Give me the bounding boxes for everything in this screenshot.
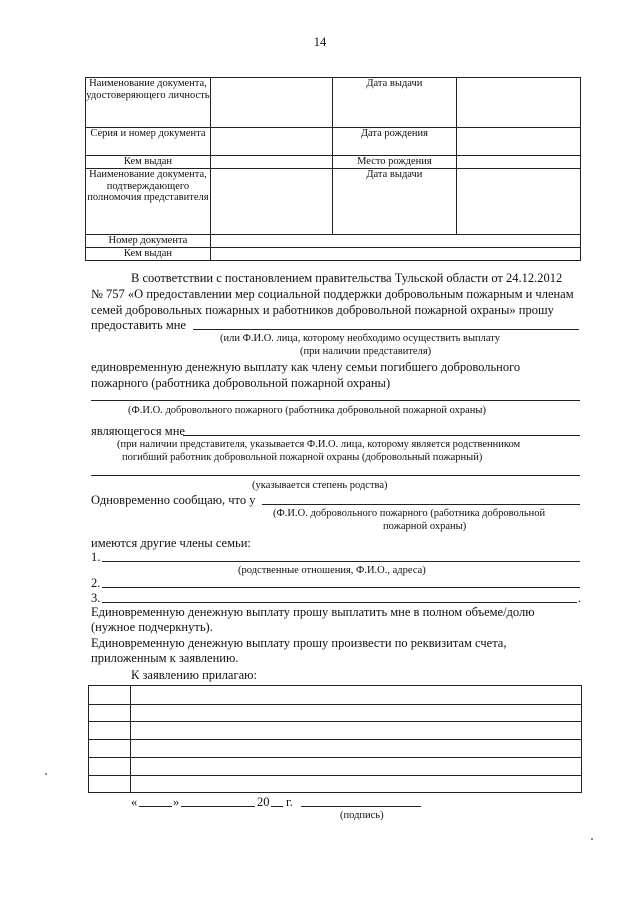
hint-p4-1: (Ф.И.О. добровольного пожарного (работника добровольной bbox=[273, 508, 546, 519]
signature-caption: (подпись) bbox=[340, 810, 384, 821]
attachment-name-cell[interactable] bbox=[130, 686, 581, 705]
attachment-number-cell[interactable] bbox=[89, 758, 131, 776]
label-series-number: Серия и номер документа bbox=[86, 128, 211, 156]
attachment-name-cell[interactable] bbox=[130, 758, 581, 776]
firefighter-fio-line[interactable] bbox=[91, 400, 580, 401]
p6-line2: (нужное подчеркнуть). bbox=[91, 620, 213, 634]
other-family-fio-line[interactable] bbox=[262, 504, 580, 505]
attachments-table bbox=[88, 685, 582, 793]
date-year-suffix: г. bbox=[286, 795, 293, 809]
attachment-number-cell[interactable] bbox=[89, 686, 131, 705]
value-series-number[interactable] bbox=[210, 128, 332, 156]
item1-number: 1. bbox=[91, 550, 101, 564]
value-birth-date[interactable] bbox=[457, 128, 581, 156]
p5: имеются другие члены семьи: bbox=[91, 536, 251, 550]
date-year-prefix: 20 bbox=[257, 795, 270, 809]
p3: являющегося мне bbox=[91, 424, 185, 438]
item3-number: 3. bbox=[91, 591, 101, 605]
value-issued-by[interactable] bbox=[210, 156, 332, 169]
item3-line[interactable] bbox=[102, 602, 577, 603]
p1-line3: семей добровольных пожарных и работников добровольной пожарной охраны» прошу bbox=[91, 303, 554, 317]
relation-line[interactable] bbox=[183, 435, 580, 436]
degree-line[interactable] bbox=[91, 475, 580, 476]
p4: Одновременно сообщаю, что у bbox=[91, 493, 256, 507]
hint-rel-1: (при наличии представителя, указывается Ф.И.О. лица, которому является родственником bbox=[117, 439, 521, 450]
label-rep-issue-date: Дата выдачи bbox=[332, 169, 457, 235]
date-quote-open: « bbox=[131, 795, 138, 809]
scan-speck bbox=[45, 773, 47, 775]
item2-number: 2. bbox=[91, 576, 101, 590]
hint-fio-1: (или Ф.И.О. лица, которому необходимо осуществить выплату bbox=[220, 333, 500, 344]
p6-line1: Единовременную денежную выплату прошу выплатить мне в полном объеме/долю bbox=[91, 605, 535, 619]
p2-line2: пожарного (работника добровольной пожарной охраны) bbox=[91, 376, 391, 390]
label-rep-doc: Наименование документа, подтверждающего полномочия представителя bbox=[86, 169, 211, 235]
date-month-line[interactable] bbox=[181, 806, 255, 807]
attachment-number-cell[interactable] bbox=[89, 722, 131, 740]
value-rep-issued-by[interactable] bbox=[210, 248, 580, 261]
item1-line[interactable] bbox=[102, 561, 580, 562]
attachment-name-cell[interactable] bbox=[130, 722, 581, 740]
hint-fio-pozh: (Ф.И.О. добровольного пожарного (работника добровольной пожарной охраны) bbox=[128, 405, 486, 416]
attachment-name-cell[interactable] bbox=[130, 740, 581, 758]
hint-rel-2: погибший работник добровольной пожарной охраны (добровольный пожарный) bbox=[122, 452, 483, 463]
value-doc-number[interactable] bbox=[210, 235, 580, 248]
attachment-number-cell[interactable] bbox=[89, 740, 131, 758]
attachment-name-cell[interactable] bbox=[130, 776, 581, 793]
value-id-doc[interactable] bbox=[210, 78, 332, 128]
value-birth-place[interactable] bbox=[457, 156, 581, 169]
hint-item: (родственные отношения, Ф.И.О., адреса) bbox=[238, 565, 426, 576]
p2-line1: единовременную денежную выплату как члену семьи погибшего добровольного bbox=[91, 360, 521, 374]
label-birth-date: Дата рождения bbox=[332, 128, 457, 156]
signature-line[interactable] bbox=[301, 806, 421, 807]
label-issued-by: Кем выдан bbox=[86, 156, 211, 169]
attachment-number-cell[interactable] bbox=[89, 776, 131, 793]
label-doc-number: Номер документа bbox=[86, 235, 211, 248]
applicant-fio-line[interactable] bbox=[193, 329, 579, 330]
p7-line1: Единовременную денежную выплату прошу произвести по реквизитам счета, bbox=[91, 636, 507, 650]
p1-line1: В соответствии с постановлением правительства Тульской области от 24.12.2012 bbox=[131, 271, 563, 285]
date-quote-close: » bbox=[173, 795, 180, 809]
value-issue-date[interactable] bbox=[457, 78, 581, 128]
p8: К заявлению прилагаю: bbox=[131, 668, 257, 682]
hint-degree: (указывается степень родства) bbox=[252, 480, 388, 491]
label-issue-date: Дата выдачи bbox=[332, 78, 457, 128]
p1-line4: предоставить мне bbox=[91, 318, 186, 332]
page-number: 14 bbox=[313, 35, 327, 49]
hint-fio-2: (при наличии представителя) bbox=[300, 346, 432, 357]
date-year-line[interactable] bbox=[271, 806, 283, 807]
p7-line2: приложенным к заявлению. bbox=[91, 651, 239, 665]
item3-end: . bbox=[578, 591, 582, 605]
label-birth-place: Место рождения bbox=[332, 156, 457, 169]
value-rep-issue-date[interactable] bbox=[457, 169, 581, 235]
label-id-doc: Наименование документа, удостоверяющего личность bbox=[86, 78, 211, 128]
hint-p4-2: пожарной охраны) bbox=[383, 521, 467, 532]
attachment-name-cell[interactable] bbox=[130, 705, 581, 722]
label-rep-issued-by: Кем выдан bbox=[86, 248, 211, 261]
identity-table bbox=[85, 77, 581, 261]
scan-speck bbox=[591, 838, 593, 840]
attachment-number-cell[interactable] bbox=[89, 705, 131, 722]
p1-line2: № 757 «О предоставлении мер социальной поддержки добровольным пожарным и членам bbox=[91, 287, 574, 301]
value-rep-doc[interactable] bbox=[210, 169, 332, 235]
item2-line[interactable] bbox=[102, 587, 580, 588]
date-day-line[interactable] bbox=[139, 806, 172, 807]
